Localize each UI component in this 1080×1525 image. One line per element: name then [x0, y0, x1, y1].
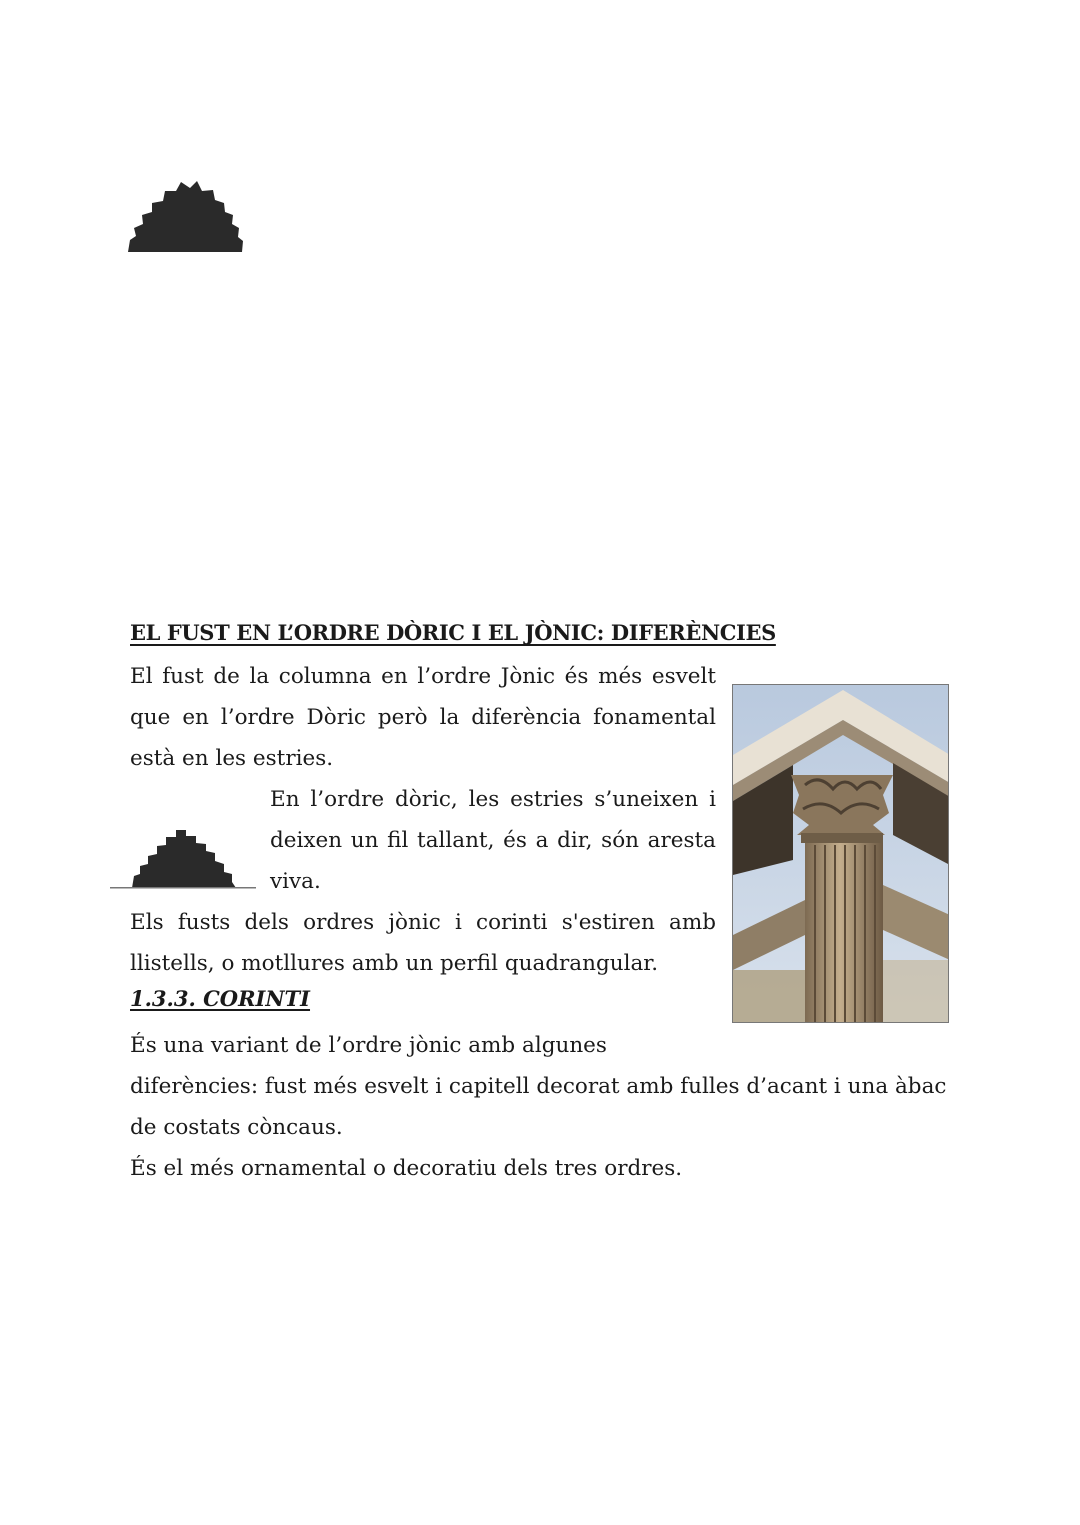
corinthian-line-1: És una variant de l’ordre jònic amb algunes: [130, 1033, 607, 1058]
ionic-fluting-section-icon: [108, 824, 258, 892]
corinthian-summary: És el més ornamental o decoratiu dels tres ordres.: [130, 1156, 683, 1181]
corinthian-paragraph: [130, 1025, 947, 1148]
ionic-paragraph: Els fusts dels ordres jònic i corinti s'estiren amb llistells, o motllures amb un perfil quadrangular.: [130, 910, 716, 976]
corinthian-line-3: de costats còncaus.: [130, 1115, 343, 1140]
corinti-heading: 1.3.3. CORINTI: [130, 986, 311, 1011]
intro-paragraph: El fust de la columna en l’ordre Jònic és més esvelt que en l’ordre Dòric però la diferència fonamental està en les estries.: [130, 664, 716, 771]
doric-fluting-section-icon: [126, 178, 244, 256]
section-heading: EL FUST EN L’ORDRE DÒRIC I EL JÒNIC: DIFERÈNCIES: [130, 620, 776, 645]
corinthian-column-photo: [732, 684, 949, 1023]
corinthian-line-2: diferències: fust més esvelt i capitell decorat amb fulles d’acant i una àbac: [130, 1074, 947, 1099]
doric-paragraph: En l’ordre dòric, les estries s’uneixen i deixen un fil tallant, és a dir, són aresta viva.: [270, 787, 716, 894]
